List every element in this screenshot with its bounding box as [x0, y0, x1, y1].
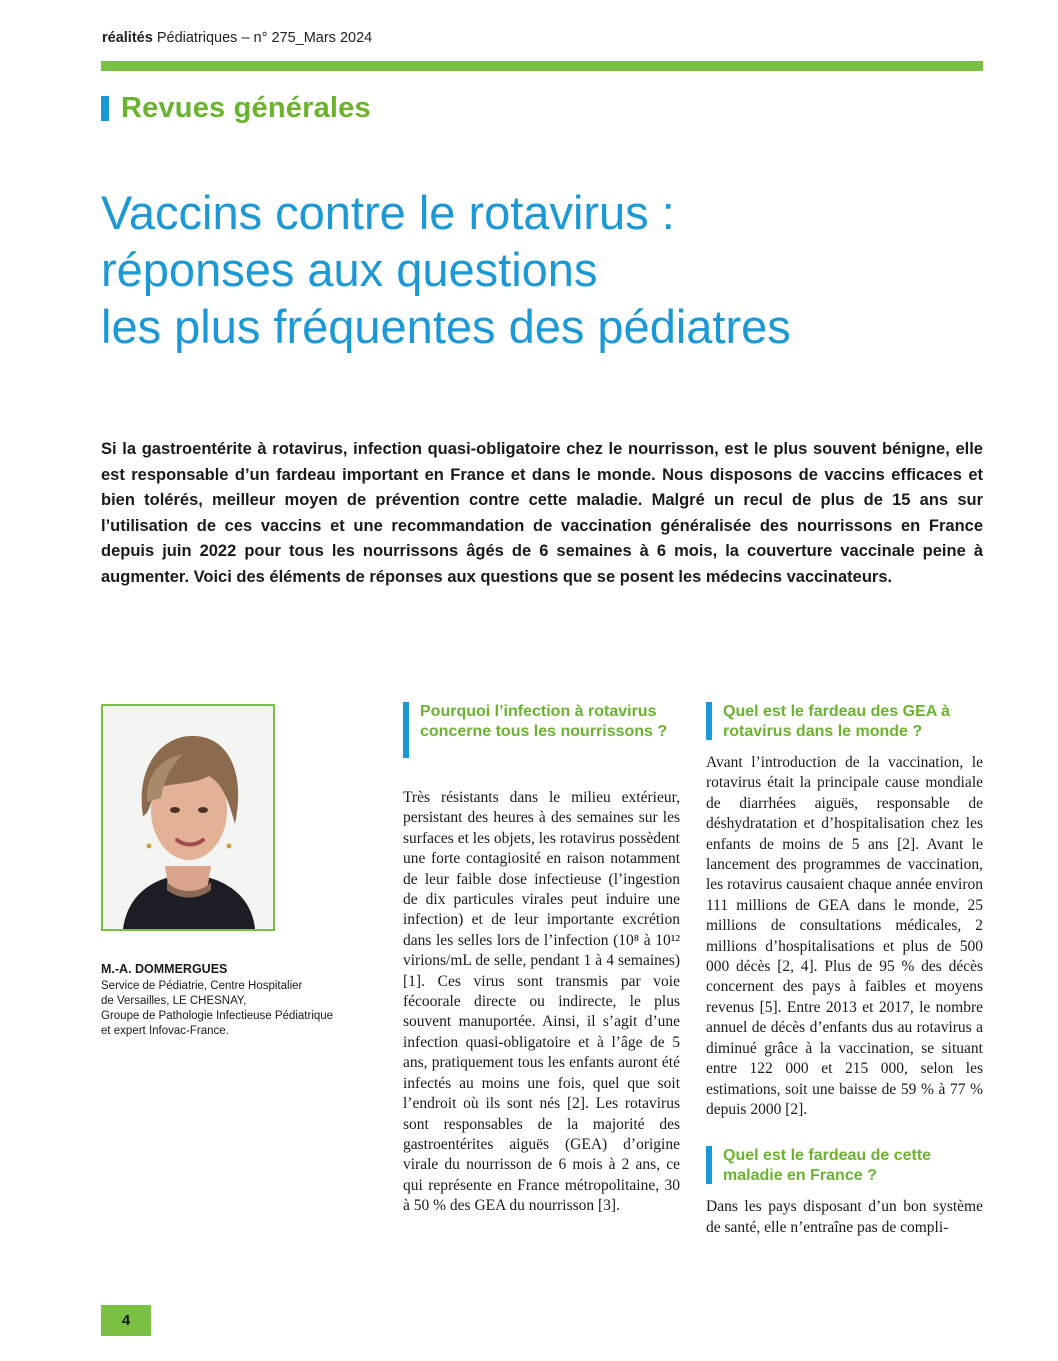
journal-issue: Pédiatriques – n° 275_Mars 2024 [156, 30, 373, 46]
author-name: M.-A. DOMMERGUES [101, 962, 228, 976]
question-heading-text: Quel est le fardeau des GEA à rotavirus dans le monde ? [723, 703, 951, 740]
title-line-2: réponses aux questions [101, 243, 598, 296]
heading-marker [706, 1146, 712, 1184]
author-photo [101, 704, 275, 931]
column-2 [706, 702, 983, 1238]
heading-marker [706, 702, 712, 740]
running-header [102, 30, 372, 46]
affiliation-line: de Versailles, LE CHESNAY, [101, 995, 247, 1007]
section-marker [101, 96, 109, 121]
header-rule [101, 61, 983, 71]
question-heading-text: Pourquoi l’infection à rotavirus concerne tous les nourrissons ? [420, 703, 668, 740]
column-1 [403, 702, 680, 1217]
page-number: 4 [101, 1305, 151, 1336]
author-block [101, 962, 361, 1039]
heading-marker [403, 702, 409, 758]
question-heading [403, 702, 680, 758]
body-paragraph: Dans les pays disposant d’un bon système de santé, elle n’entraîne pas de compli- [706, 1198, 983, 1236]
affiliation-line: et expert Infovac-France. [101, 1025, 229, 1037]
affiliation-line: Groupe de Pathologie Infectieuse Pédiatrique [101, 1010, 334, 1022]
article-title [101, 184, 1001, 355]
question-heading-text: Quel est le fardeau de cette maladie en France ? [723, 1147, 932, 1184]
body-paragraph: Très résistants dans le milieu extérieur, persistant des heures à des semaines sur les surfaces et les objets, les rotavirus possèdent une forte contagiosité en raison notamment de leur faible dose infectieuse (l’ingestion de dix particules virales peut induire une infection) et de leur importante excrétion dans les selles lors de l’infection (10⁸ à 10¹² virions/mL de selle, pendant 1 à 4 semaines) [1]. Ces virus sont transmis par voie fécoorale directe ou indirecte, le plus souvent manuportée. Ainsi, il s’agit d’une infection quasi-obligatoire et à l’âge de 5 ans, pratiquement tous les enfants auront été infectés au moins une fois, quel que soit l’endroit où ils sont nés [2]. Les rotavirus sont responsables de la majorité des gastroentérites aiguës (GEA) d’origine virale du nourrisson de 6 mois à 2 ans, ce qui représente en France métropolitaine, 30 à 50 % des GEA du nourrisson [3]. [403, 789, 680, 1215]
section-label: Revues générales [121, 91, 371, 124]
title-line-1: Vaccins contre le rotavirus : [101, 186, 675, 239]
affiliation-line: Service de Pédiatrie, Centre Hospitalier [101, 980, 303, 992]
section-heading [101, 90, 371, 126]
author-portrait-icon [103, 706, 273, 929]
article-abstract: Si la gastroentérite à rotavirus, infection quasi-obligatoire chez le nourrisson, est le plus souvent bénigne, elle est responsable d’un fardeau important en France et dans le monde. Nous disposons de vaccins efficaces et bien tolérés, meilleur moyen de prévention contre cette maladie. Malgré un recul de plus de 15 ans sur l’utilisation de ces vaccins et une recommandation de vaccination généralisée des nourrissons en France depuis juin 2022 pour tous les nourrissons âgés de 6 semaines à 6 mois, la couverture vaccinale peine à augmenter. Voici des éléments de réponses aux questions que se posent les médecins vaccinateurs. [101, 440, 983, 586]
body-paragraph: Avant l’introduction de la vaccination, le rotavirus était la principale cause mondiale de diarrhées aiguës, responsable de déshydratation et d’hospitalisation chez les enfants de moins de 5 ans [2]. Avant le lancement des programmes de vaccination, les rotavirus causaient chaque année environ 111 millions de GEA dans le monde, 25 millions de consultations médicales, 2 millions d’hospitalisations et plus de 500 000 décès [2, 4]. Plus de 95 % des décès concernent des pays à faibles et moyens revenus [5]. Entre 2013 et 2017, le nombre annuel de décès d’enfants dus au rotavirus a diminué grâce à la vaccination, se situant entre 122 000 et 215 000, selon les estimations, soit une baisse de 59 % à 77 % depuis 2000 [2]. [706, 754, 983, 1118]
journal-brand: réalités [102, 30, 153, 46]
title-line-3: les plus fréquentes des pédiatres [101, 300, 791, 353]
question-heading [706, 1146, 983, 1185]
question-heading [706, 702, 983, 741]
